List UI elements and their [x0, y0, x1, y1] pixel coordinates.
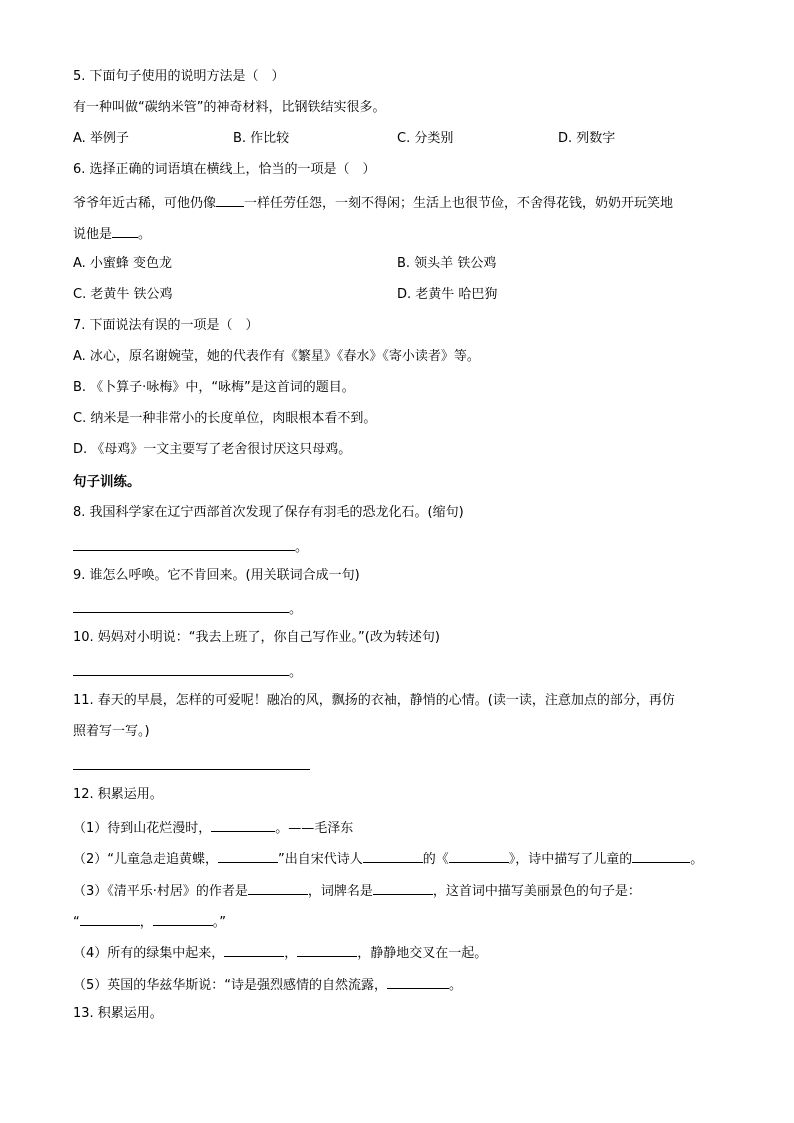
q7-option-d[interactable]: D. 《母鸡》一文主要写了老舍很讨厌这只母鸡。	[73, 442, 352, 457]
q6-stem: 6. 选择正确的词语填在横线上，恰当的一项是（ ）	[73, 162, 376, 177]
q7-option-c[interactable]: C. 纳米是一种非常小的长度单位，肉眼根本看不到。	[73, 411, 377, 426]
q9-answer-row	[73, 598, 302, 619]
q7-option-b[interactable]: B. 《卜算子·咏梅》中，“咏梅”是这首词的题目。	[73, 380, 355, 395]
q12-text: ，	[284, 946, 298, 961]
q8-answer-row	[73, 536, 308, 557]
q12-blank[interactable]	[632, 848, 690, 863]
q10-answer-line[interactable]	[73, 661, 289, 676]
q12-blank[interactable]	[363, 848, 423, 863]
q11-stem-line1: 11. 春天的早晨，怎样的可爱呢！融冶的风，飘扬的衣袖，静悄的心情。(读一读，注意加点的部分，再仿	[73, 693, 675, 708]
q8-stem: 8. 我国科学家在辽宁西部首次发现了保存有羽毛的恐龙化石。(缩句)	[73, 505, 464, 520]
q9-answer-line[interactable]	[73, 598, 289, 613]
q6-text: 说他是	[73, 227, 113, 242]
q12-item-4	[73, 942, 487, 963]
q5-option-a[interactable]: A. 举例子	[73, 131, 129, 146]
q13-title: 13. 积累运用。	[73, 1006, 163, 1021]
q12-blank[interactable]	[224, 942, 284, 957]
q5-option-c[interactable]: C. 分类别	[397, 131, 454, 146]
q12-text: （1）待到山花烂漫时，	[73, 821, 212, 836]
q6-passage-line1	[73, 192, 673, 213]
q12-blank[interactable]	[449, 848, 509, 863]
q12-text: 。	[690, 852, 704, 867]
q7-option-a[interactable]: A. 冰心，原名谢婉莹，她的代表作有《繁星》《春水》《寄小读者》等。	[73, 349, 480, 364]
q12-blank[interactable]	[248, 880, 308, 895]
q12-item-3-cont	[73, 911, 226, 932]
q12-text: （5）英国的华兹华斯说：“诗是强烈感情的自然流露，	[73, 978, 388, 993]
q6-option-a[interactable]: A. 小蜜蜂 变色龙	[73, 256, 173, 271]
q6-option-c[interactable]: C. 老黄牛 铁公鸡	[73, 287, 173, 302]
q8-end: 。	[295, 540, 309, 555]
q6-option-b[interactable]: B. 领头羊 铁公鸡	[397, 256, 497, 271]
q12-text: 》，诗中描写了儿童的	[508, 852, 633, 867]
q12-blank[interactable]	[373, 880, 433, 895]
q12-blank[interactable]	[387, 974, 449, 989]
q9-end: 。	[289, 602, 303, 617]
q12-blank[interactable]	[211, 817, 275, 832]
q12-text: 。	[449, 978, 463, 993]
q10-end: 。	[289, 665, 303, 680]
q5-stem: 5. 下面句子使用的说明方法是（ ）	[73, 69, 285, 84]
q12-text: 。”	[212, 915, 227, 930]
q5-sentence: 有一种叫做“碳纳米管”的神奇材料，比钢铁结实很多。	[73, 100, 386, 115]
q12-text: ”出自宋代诗人	[278, 852, 363, 867]
q12-text: （3）《清平乐·村居》的作者是	[73, 884, 248, 899]
q5-option-d[interactable]: D. 列数字	[558, 131, 616, 146]
q6-text: 一样任劳任怨，一刻不得闲；生活上也很节俭，不舍得花钱，奶奶开玩笑地	[244, 196, 674, 211]
q6-blank-2[interactable]	[112, 223, 138, 238]
q9-stem: 9. 谁怎么呼唤。它不肯回来。(用关联词合成一句)	[73, 568, 360, 583]
q12-text: ，这首词中描写美丽景色的句子是：	[432, 884, 641, 899]
q12-blank[interactable]	[297, 942, 357, 957]
q12-blank[interactable]	[80, 911, 140, 926]
q12-text: 。——毛泽东	[275, 821, 354, 836]
q10-stem: 10. 妈妈对小明说：“我去上班了，你自己写作业。”(改为转述句)	[73, 630, 440, 645]
q12-item-1	[73, 817, 353, 838]
q6-blank-1[interactable]	[216, 192, 244, 207]
q11-stem-line2: 照着写一写。)	[73, 724, 150, 739]
q6-option-d[interactable]: D. 老黄牛 哈巴狗	[397, 287, 498, 302]
q7-stem: 7. 下面说法有误的一项是（ ）	[73, 318, 259, 333]
q5-option-b[interactable]: B. 作比较	[233, 131, 290, 146]
q11-answer-line[interactable]	[73, 769, 310, 770]
q12-text: ，静静地交叉在一起。	[357, 946, 488, 961]
q12-item-2	[73, 848, 703, 869]
q12-text: “	[73, 915, 80, 930]
q12-item-5	[73, 974, 462, 995]
q12-blank[interactable]	[153, 911, 213, 926]
q12-text: （2）“儿童急走追黄蝶，	[73, 852, 219, 867]
q8-answer-line[interactable]	[73, 536, 295, 551]
q12-text: ，	[139, 915, 153, 930]
q6-text: 爷爷年近古稀，可他仍像	[73, 196, 217, 211]
q12-item-3	[73, 880, 641, 901]
section-title: 句子训练。	[73, 474, 141, 490]
q12-text: （4）所有的绿集中起来，	[73, 946, 225, 961]
q12-blank[interactable]	[218, 848, 278, 863]
q12-text: 的《	[422, 852, 449, 867]
q12-title: 12. 积累运用。	[73, 787, 163, 802]
q10-answer-row	[73, 661, 302, 682]
q6-passage-line2	[73, 223, 151, 244]
q6-text: 。	[138, 227, 152, 242]
q12-text: ，词牌名是	[307, 884, 373, 899]
